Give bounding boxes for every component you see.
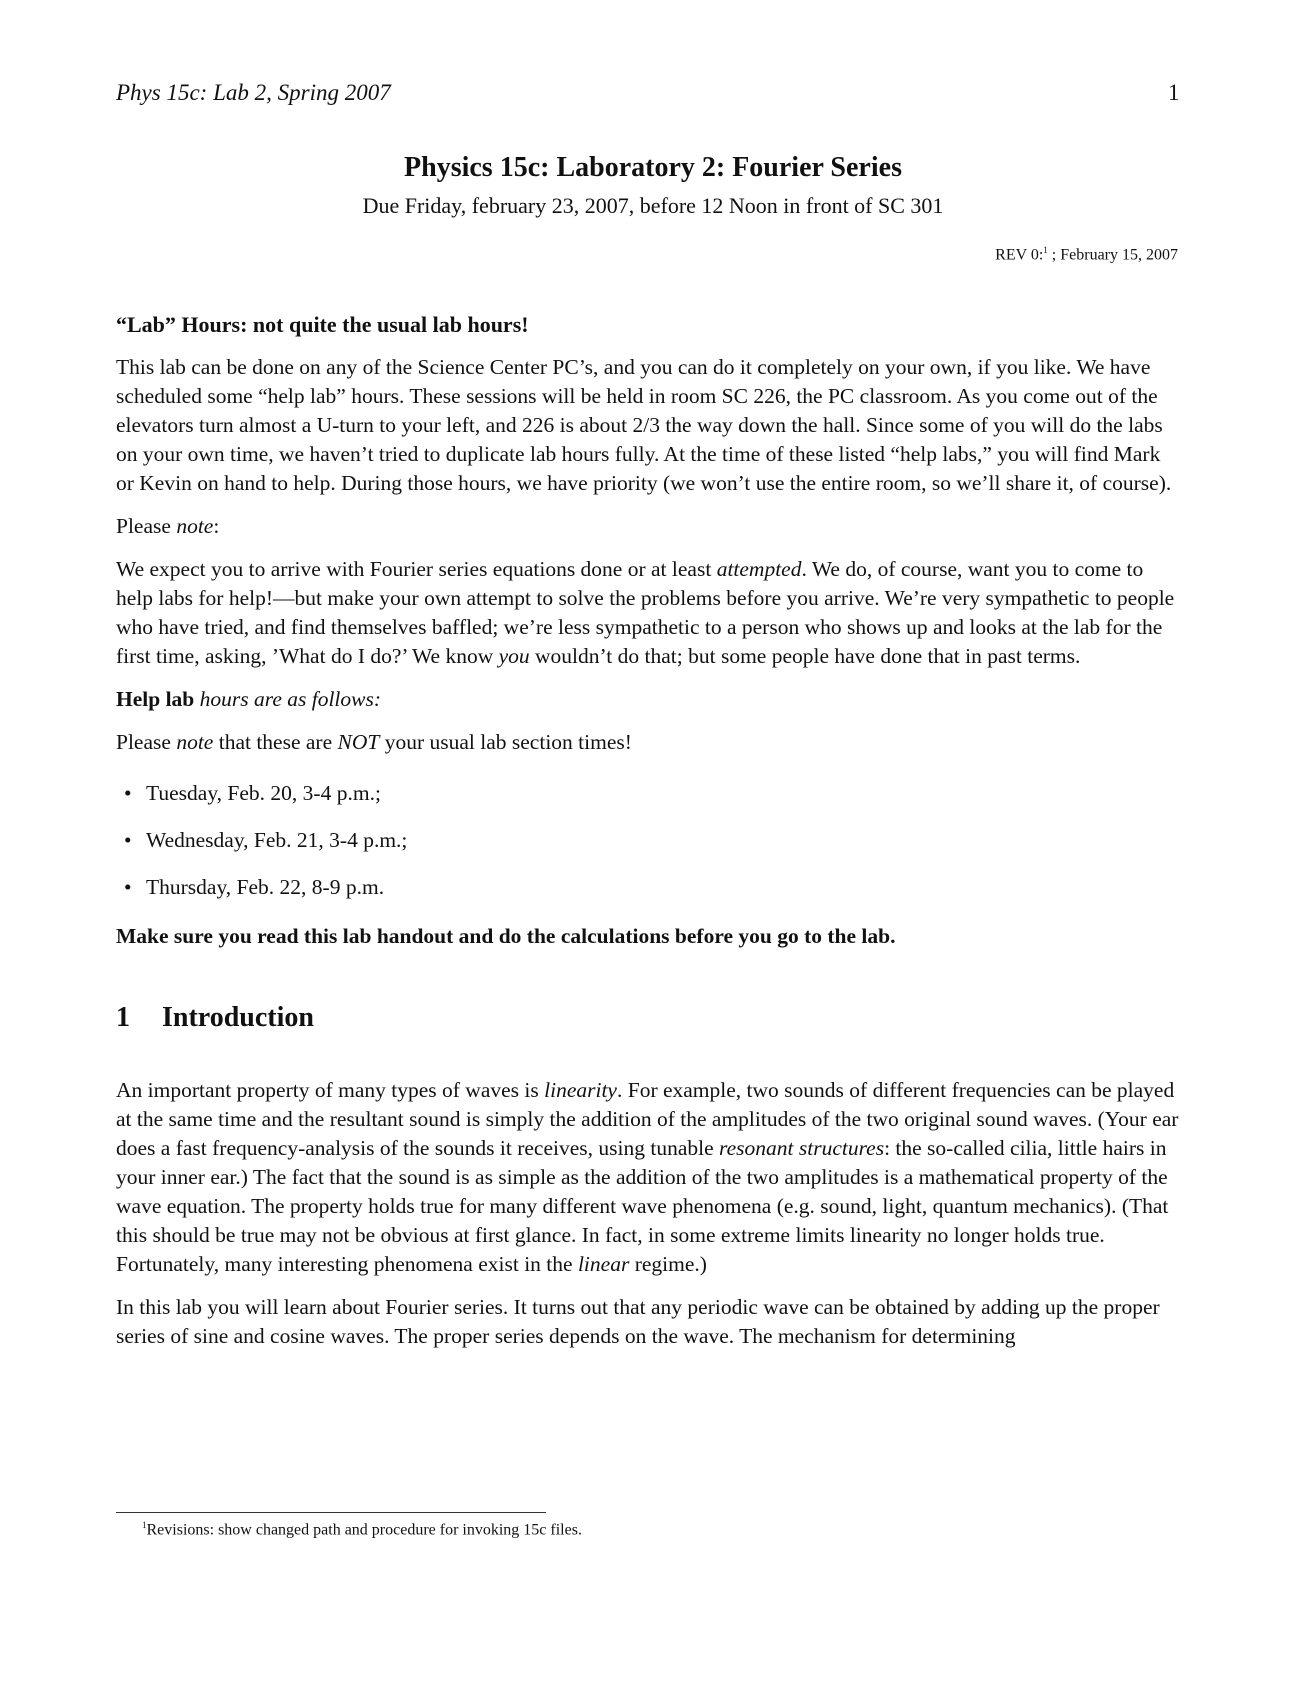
list-item <box>124 779 1180 808</box>
help-lab-note-text-3: your usual lab section times! <box>379 730 632 754</box>
intro-emphasis-linear: linear <box>577 1252 630 1276</box>
lab-hours-heading: “Lab” Hours: not quite the usual lab hours! <box>116 312 529 337</box>
due-date-line: Due Friday, february 23, 2007, before 12 Noon in front of SC 301 <box>362 193 944 218</box>
help-lab-note <box>116 728 1180 757</box>
help-lab-note-emphasis: note <box>176 730 214 754</box>
footnote-mark: 1 <box>142 1520 147 1530</box>
intro-text-b: . For example, two sounds of different frequencies can be played at the same time and the resultant sound is simply the addition of the amplitudes of the two original sound waves. (Your ear does a fast frequency-analysis of the sounds it receives, using tunable <box>116 1078 1179 1160</box>
expectation-text-3: wouldn’t do that; but some people have done that in past terms. <box>529 644 1081 668</box>
please-note-line <box>116 512 1180 541</box>
help-lab-hours-list <box>116 779 1180 902</box>
list-item-text: Wednesday, Feb. 21, 3-4 p.m.; <box>146 828 408 852</box>
section-heading-introduction <box>116 1003 1180 1032</box>
list-item <box>124 826 1180 855</box>
revision-date: ; February 15, 2007 <box>1047 246 1178 264</box>
intro-emphasis-resonant: resonant structures <box>719 1136 885 1160</box>
expectation-emphasis-attempted: attempted <box>716 557 802 581</box>
introduction-paragraph-2: In this lab you will learn about Fourier series. It turns out that any periodic wave can be obtained by adding up the proper series of sine and cosine waves. The proper series depends on the wave. The mechanism for determining <box>116 1295 1160 1348</box>
expectation-text-2: . We do, of course, want you to come to help labs for help!—but make your own attempt to solve the problems before you arrive. We’re very sympathetic to people who have tried, and find themselves baffled; we’re less sympathetic to a person who shows up and looks at the lab for the first time, asking, ’What do I do?’ We know <box>116 557 1175 668</box>
footnote-divider <box>116 1512 546 1513</box>
section-number: 1 <box>116 1002 130 1033</box>
introduction-paragraph-1 <box>116 1076 1180 1279</box>
bullet-icon: • <box>124 781 132 805</box>
intro-text-c: : the so-called cilia, little hairs in your inner ear.) The fact that the sound is as simple as the addition of the two amplitudes is a mathematical property of the wave equation. The property holds true for many different wave phenomena (e.g. sound, light, quantum mechanics). (That this should be true may not be obvious at first glance. In fact, in some extreme limits linearity no longer holds true. Fortunately, many interesting phenomena exist in the <box>116 1136 1169 1276</box>
make-sure-notice: Make sure you read this lab handout and do the calculations before you go to the lab. <box>116 924 896 948</box>
page-number: 1 <box>1168 80 1180 105</box>
please-note-prefix: Please <box>116 514 177 538</box>
document-title: Physics 15c: Laboratory 2: Fourier Series <box>404 152 902 183</box>
revision-prefix: REV 0: <box>995 246 1044 264</box>
expectation-text-1: We expect you to arrive with Fourier series equations done or at least <box>116 557 717 581</box>
section-title: Introduction <box>162 1002 314 1033</box>
list-item-text: Thursday, Feb. 22, 8-9 p.m. <box>146 875 385 899</box>
lab-hours-paragraph: This lab can be done on any of the Science Center PC’s, and you can do it completely on your own, if you like. We have scheduled some “help lab” hours. These sessions will be held in room SC 226, the PC classroom. As you come out of the elevators turn almost a U-turn to your left, and 226 is about 2/3 the way down the hall. Since some of you will do the labs on your own time, we haven’t tried to duplicate lab hours fully. At the time of these listed “help labs,” you will find Mark or Kevin on hand to help. During those hours, we have priority (we won’t use the entire room, so we’ll share it, of course). <box>116 355 1172 495</box>
please-note-suffix: : <box>213 514 220 538</box>
expectation-paragraph <box>116 555 1180 671</box>
intro-text-d: regime.) <box>629 1252 707 1276</box>
revision-line <box>995 245 1178 264</box>
list-item <box>124 873 1180 902</box>
intro-text-a: An important property of many types of waves is <box>116 1078 545 1102</box>
intro-emphasis-linearity: linearity <box>544 1078 617 1102</box>
help-lab-heading <box>116 685 1180 714</box>
page-content <box>116 310 1180 1365</box>
help-lab-note-not: NOT <box>337 730 380 754</box>
help-lab-note-text-1: Please <box>116 730 177 754</box>
expectation-emphasis-you: you <box>498 644 530 668</box>
help-lab-heading-italic: hours are as follows: <box>199 687 382 711</box>
revision-footnote-mark: 1 <box>1043 245 1048 255</box>
bullet-icon: • <box>124 828 132 852</box>
footnote-text: Revisions: show changed path and procedure for invoking 15c files. <box>146 1521 582 1539</box>
help-lab-note-text-2: that these are <box>213 730 338 754</box>
help-lab-heading-bold: Help lab <box>116 687 200 711</box>
please-note-emphasis: note <box>176 514 214 538</box>
list-item-text: Tuesday, Feb. 20, 3-4 p.m.; <box>146 781 381 805</box>
bullet-icon: • <box>124 875 132 899</box>
running-header: Phys 15c: Lab 2, Spring 2007 <box>116 80 391 105</box>
footnote <box>142 1520 582 1539</box>
